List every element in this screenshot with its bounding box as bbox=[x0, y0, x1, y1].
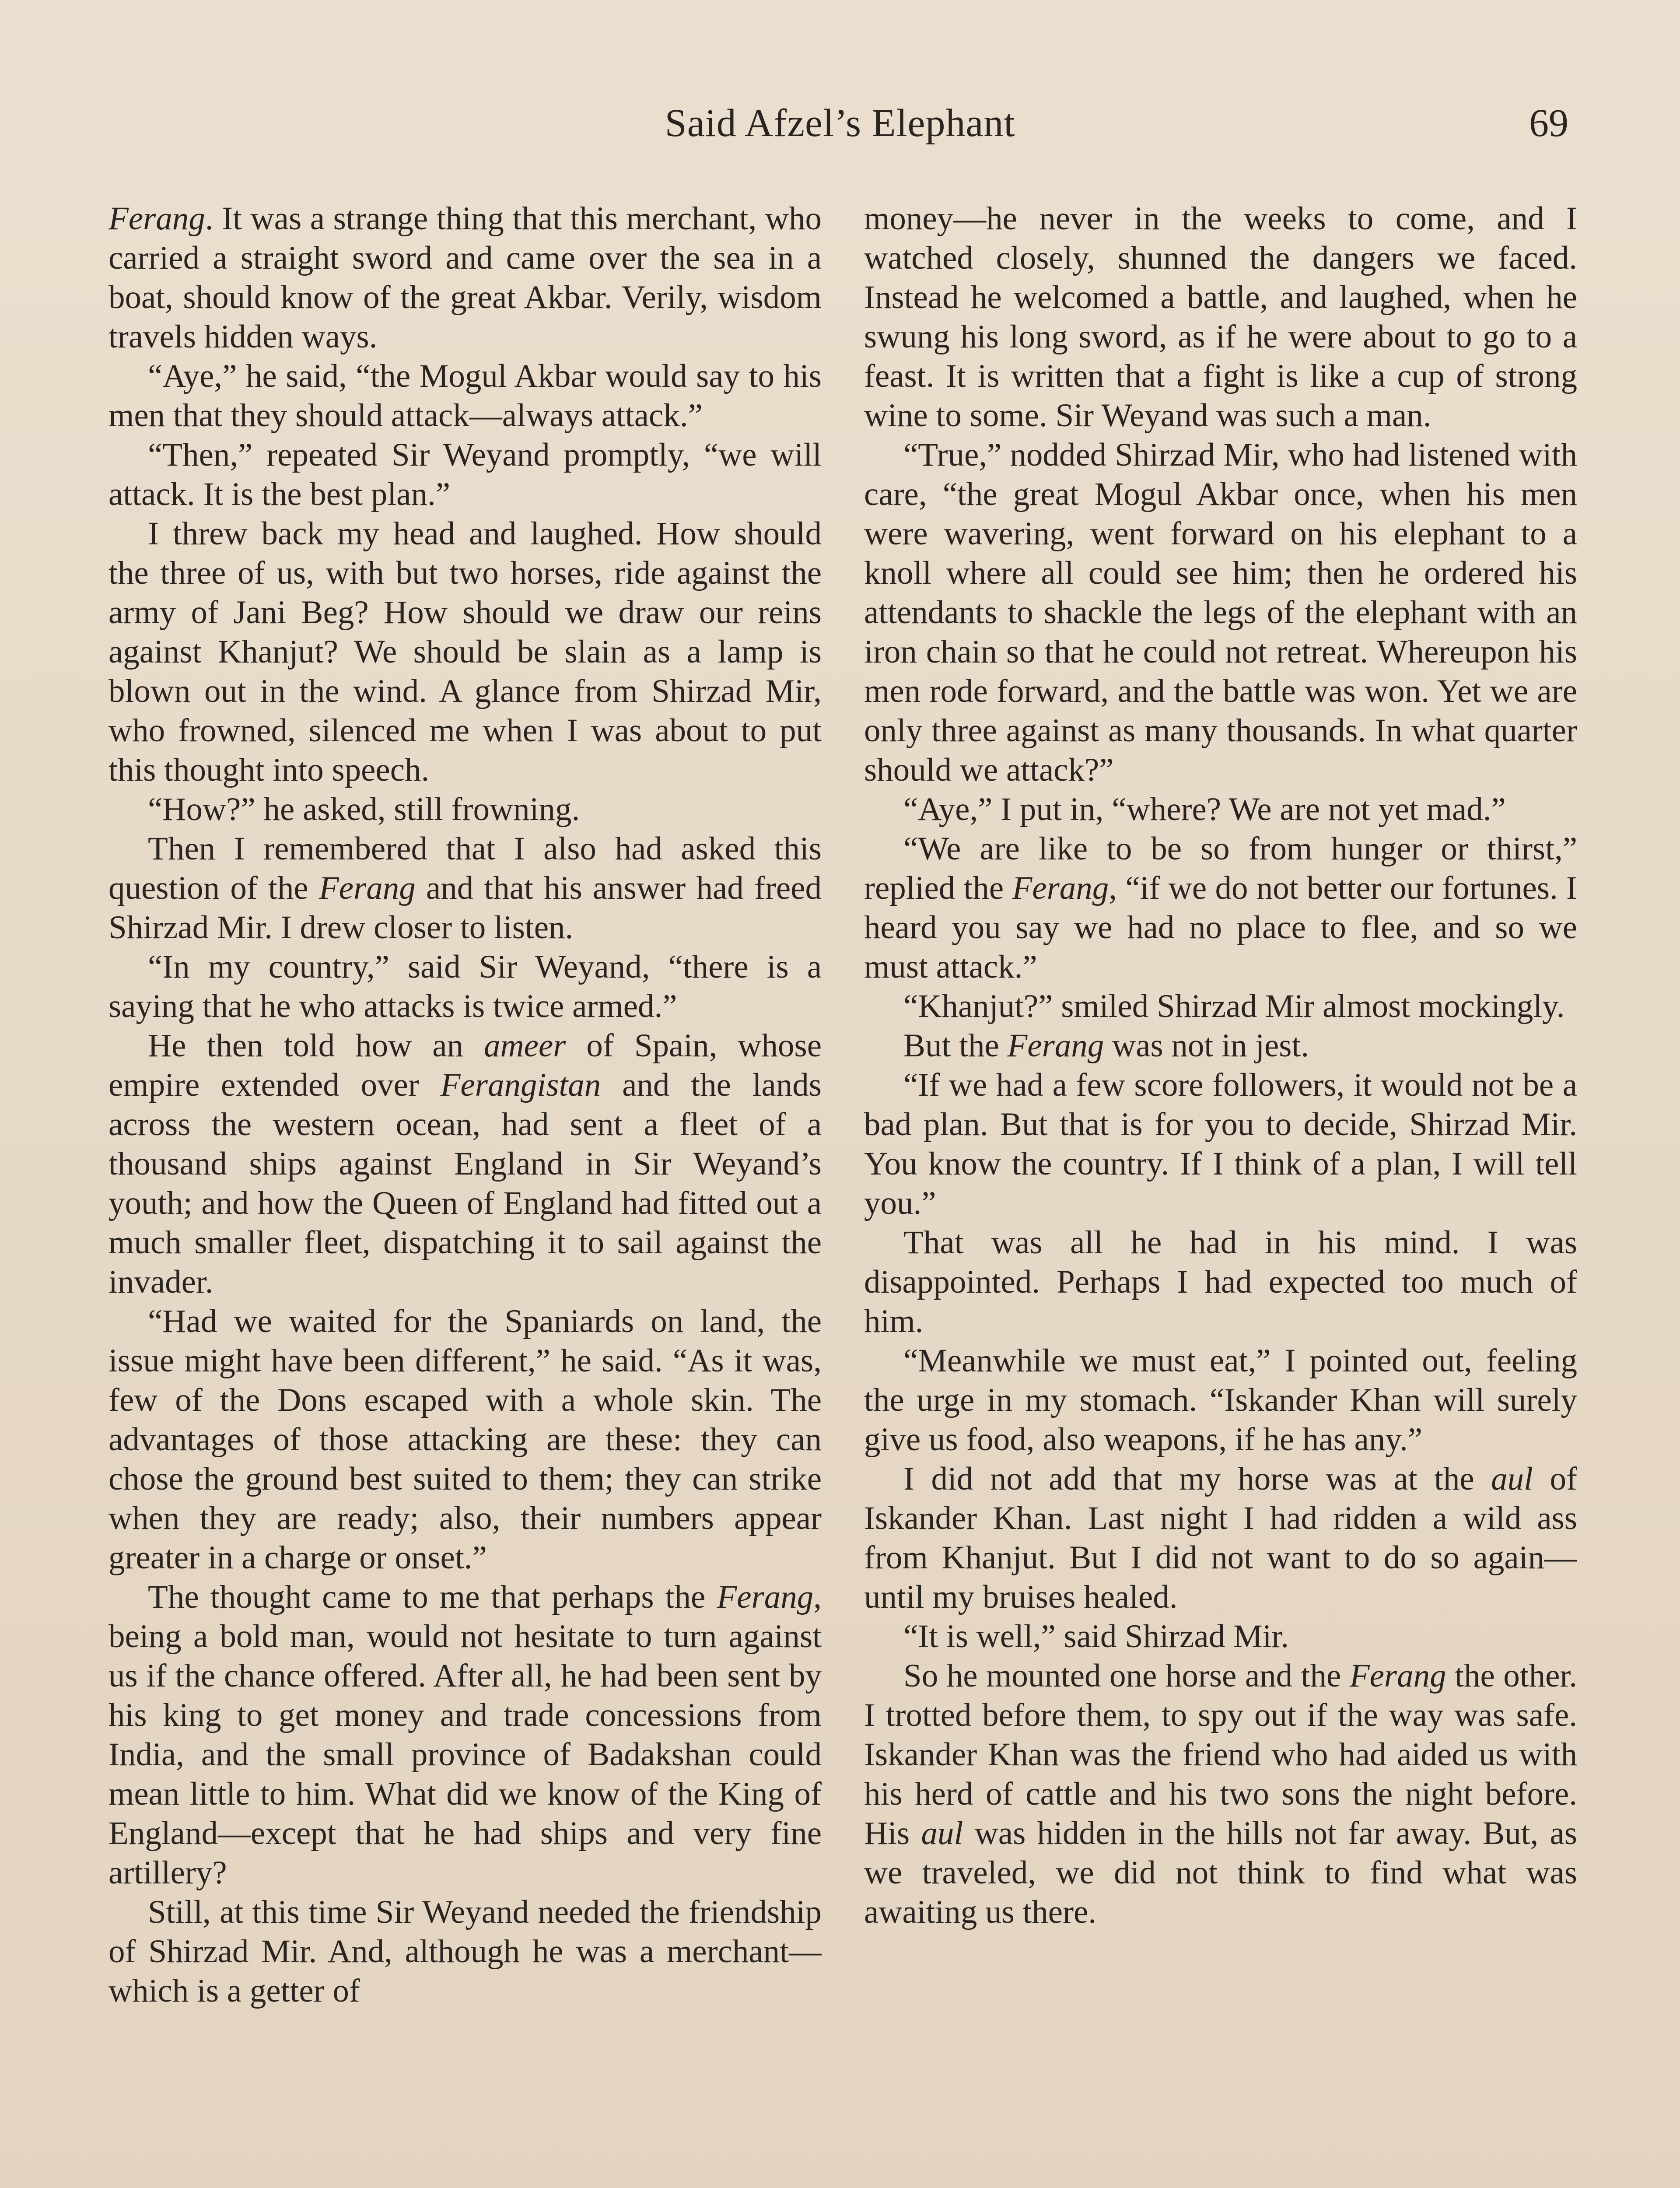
italic-text: Ferang bbox=[1349, 1658, 1446, 1694]
paragraph bbox=[108, 790, 822, 829]
text-run: “Aye,” I put in, “where? We are not yet mad.” bbox=[903, 791, 1506, 828]
text-run: “True,” nodded Shirzad Mir, who had listened with care, “the great Mogul Akbar once, when his men were wavering, went forward on his elephant to a knoll where all could see him; then he ordered his attendants to shackle the legs of the elephant with an iron chain so that he could not retreat. Whereupon his men rode forward, and the battle was won. Yet we are only three against as many thousands. In what quarter should we attack?” bbox=[864, 437, 1577, 788]
paragraph bbox=[108, 947, 822, 1026]
paragraph bbox=[864, 1026, 1577, 1066]
text-run: “Khanjut?” smiled Shirzad Mir almost mockingly. bbox=[903, 988, 1565, 1024]
text-run: the other. I trotted before them, to spy out if the way was safe. Iskander Khan was the friend who had aided us with his herd of cattle and his two sons the night before. His bbox=[864, 1658, 1577, 1851]
text-run: “Then,” repeated Sir Weyand promptly, “we will attack. It is the best plan.” bbox=[108, 437, 822, 512]
paragraph bbox=[108, 1578, 822, 1893]
paragraph bbox=[864, 199, 1577, 435]
italic-text: Ferang bbox=[318, 870, 416, 906]
paragraph bbox=[108, 199, 822, 357]
text-run: was not in jest. bbox=[1104, 1027, 1309, 1064]
paragraph bbox=[864, 987, 1577, 1026]
text-run: I threw back my head and laughed. How should the three of us, with but two horses, ride against the army of Jani Beg? How should we draw our reins against Khanjut? We should be slain as a lamp is blown out in the wind. A glance from Shirzad Mir, who frowned, silenced me when I was about to put this thought into speech. bbox=[108, 515, 822, 788]
text-run: , “if we do not better our fortunes. I heard you say we had no place to flee, and so we must attack.” bbox=[864, 870, 1577, 985]
italic-text: Ferang bbox=[1012, 870, 1109, 906]
text-run: He then told how an bbox=[148, 1027, 484, 1064]
right-text-column bbox=[864, 199, 1577, 2188]
text-run: money—he never in the weeks to come, and I watched closely, shunned the dangers we faced. Instead he welcomed a battle, and laughed, when he swung his long sword, as if he were about to go to a feast. It is written that a fight is like a cup of strong wine to some. Sir Weyand was such a man. bbox=[864, 200, 1577, 434]
paragraph bbox=[108, 435, 822, 514]
paragraph bbox=[108, 514, 822, 790]
italic-text: ameer bbox=[484, 1027, 566, 1064]
italic-text: aul bbox=[1491, 1461, 1533, 1497]
page-header bbox=[0, 101, 1680, 158]
paragraph bbox=[864, 1066, 1577, 1223]
text-run: . It was a strange thing that this merchant, who carried a straight sword and came over the sea in a boat, should know of the great Akbar. Verily, wisdom travels hidden ways. bbox=[108, 200, 822, 355]
paragraph bbox=[864, 1223, 1577, 1341]
text-run: Still, at this time Sir Weyand needed the friendship of Shirzad Mir. And, although he was a merchant—which is a getter of bbox=[108, 1894, 822, 2009]
paragraph bbox=[864, 1617, 1577, 1656]
text-run: “Aye,” he said, “the Mogul Akbar would say to his men that they should attack—always attack.” bbox=[108, 358, 822, 434]
text-run: “In my country,” said Sir Weyand, “there is a saying that he who attacks is twice armed.” bbox=[108, 949, 822, 1024]
text-run: “Had we waited for the Spaniards on land, the issue might have been different,” he said. “As it was, few of the Dons escaped with a whole skin. The advantages of those attacking are these: they can chose the ground best suited to them; they can strike when they are ready; also, their numbers appear greater in a charge or onset.” bbox=[108, 1303, 822, 1576]
italic-text: Ferangistan bbox=[440, 1067, 601, 1103]
text-run: “How?” he asked, still frowning. bbox=[148, 791, 580, 828]
text-run: But the bbox=[903, 1027, 1008, 1064]
text-run: was hidden in the hills not far away. But, as we traveled, we did not think to find what was awaiting us there. bbox=[864, 1815, 1577, 1930]
paragraph bbox=[864, 1341, 1577, 1459]
text-run: So he mounted one horse and the bbox=[903, 1658, 1350, 1694]
running-head: Said Afzel’s Elephant bbox=[665, 102, 1015, 145]
italic-text: Ferang bbox=[108, 200, 205, 237]
text-run: I did not add that my horse was at the bbox=[903, 1461, 1491, 1497]
text-run: That was all he had in his mind. I was disappointed. Perhaps I had expected too much of him. bbox=[864, 1224, 1577, 1339]
paragraph bbox=[864, 790, 1577, 829]
page-number: 69 bbox=[1529, 102, 1568, 145]
italic-text: aul bbox=[921, 1815, 963, 1851]
text-run: of Spain, whose empire extended over bbox=[108, 1027, 822, 1103]
paragraph bbox=[108, 357, 822, 435]
italic-text: Ferang bbox=[1007, 1027, 1104, 1064]
paragraph bbox=[108, 1893, 822, 2011]
italic-text: Ferang bbox=[717, 1579, 814, 1615]
text-run: “Meanwhile we must eat,” I pointed out, feeling the urge in my stomach. “Iskander Khan will surely give us food, also weapons, if he has any.” bbox=[864, 1343, 1577, 1458]
text-run: “It is well,” said Shirzad Mir. bbox=[903, 1618, 1289, 1655]
text-run: Then I remembered that I also had asked this question of the bbox=[108, 831, 822, 906]
text-run: “If we had a few score followers, it would not be a bad plan. But that is for you to decide, Shirzad Mir. You know the country. If I think of a plan, I will tell you.” bbox=[864, 1067, 1577, 1221]
text-run: of Iskander Khan. Last night I had ridden a wild ass from Khanjut. But I did not want to do so again—until my bruises healed. bbox=[864, 1461, 1577, 1615]
text-run: “We are like to be so from hunger or thirst,” replied the bbox=[864, 831, 1577, 906]
left-text-column bbox=[108, 199, 822, 2188]
paragraph bbox=[108, 829, 822, 947]
text-run: The thought came to me that perhaps the bbox=[148, 1579, 717, 1615]
paragraph bbox=[108, 1026, 822, 1302]
text-run: , being a bold man, would not hesitate to turn against us if the chance offered. After all, he had been sent by his king to get money and trade concessions from India, and the small province of Badakshan could mean little to him. What did we know of the King of England—except that he had ships and very fine artillery? bbox=[108, 1579, 822, 1891]
paragraph bbox=[108, 1302, 822, 1578]
paragraph bbox=[864, 435, 1577, 790]
paragraph bbox=[864, 829, 1577, 987]
text-run: and that his answer had freed Shirzad Mir. I drew closer to listen. bbox=[108, 870, 822, 946]
paragraph bbox=[864, 1656, 1577, 1932]
text-run: and the lands across the western ocean, had sent a fleet of a thousand ships against England in Sir Weyand’s youth; and how the Queen of England had fitted out a much smaller fleet, dispatching it to sail against the invader. bbox=[108, 1067, 822, 1300]
paragraph bbox=[864, 1459, 1577, 1617]
